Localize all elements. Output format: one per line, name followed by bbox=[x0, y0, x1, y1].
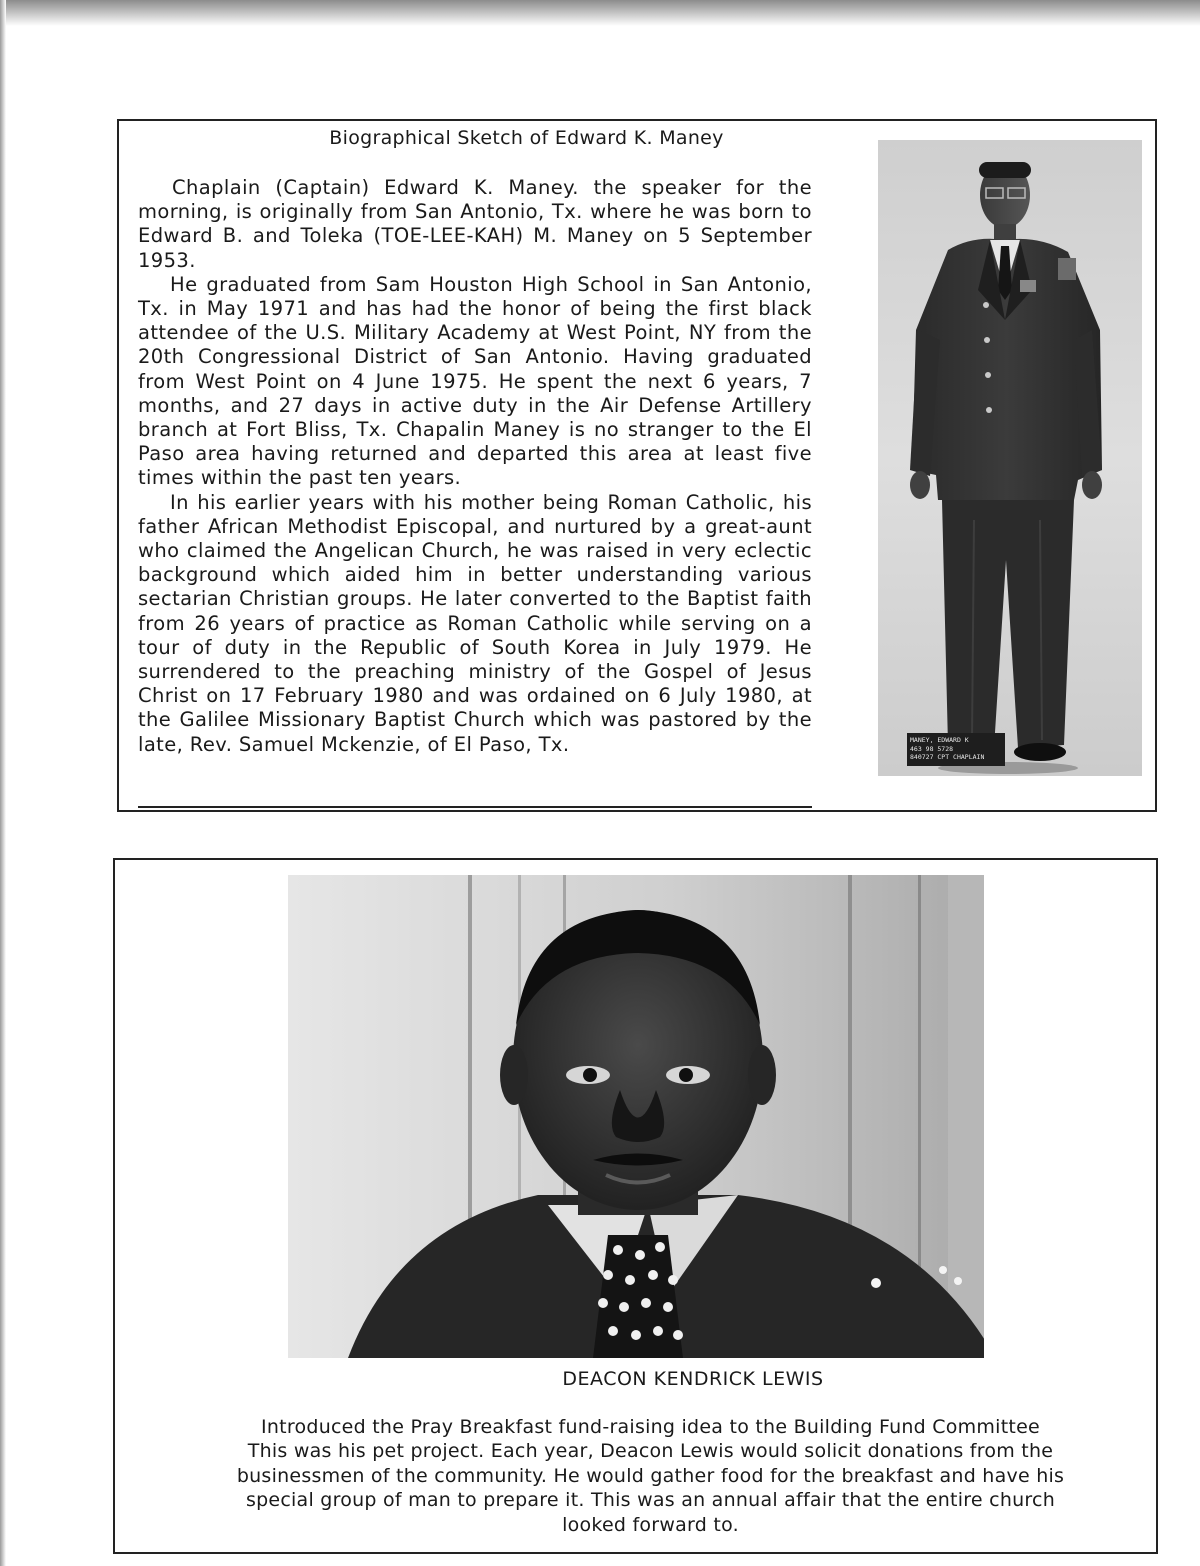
deacon-description-line-4: special group of man to prepare it. This was an annual affair that the entire church bbox=[245, 1489, 1056, 1512]
deacon-portrait-photo bbox=[288, 875, 984, 1358]
nameplate-line-3: 840727 CPT CHAPLAIN bbox=[910, 753, 985, 761]
deacon-description-line-3: businessmen of the community. He would gather food for the breakfast and have his bbox=[236, 1464, 1065, 1487]
deacon-name-caption: DEACON KENDRICK LEWIS bbox=[562, 1368, 824, 1390]
deacon-description bbox=[198, 1415, 1103, 1537]
biography-title: Biographical Sketch of Edward K. Maney bbox=[329, 127, 724, 149]
scan-edge-shadow bbox=[0, 0, 1200, 26]
deacon-description-line-2: This was his pet project. Each year, Deacon Lewis would solicit donations from the bbox=[247, 1440, 1054, 1463]
deacon-description-line-5: looked forward to. bbox=[562, 1513, 739, 1536]
biography-paragraph-1: Chaplain (Captain) Edward K. Maney. the speaker for the morning, is originally from San Antonio, Tx. where he was born to Edward B. and Toleka (TOE-LEE-KAH) M. Maney on 5 September 1953. bbox=[138, 176, 812, 272]
biography-text bbox=[138, 176, 812, 757]
biography-paragraph-2: He graduated from Sam Houston High School in San Antonio, Tx. in May 1971 and has had the honor of being the first black attendee of the U.S. Military Academy at West Point, NY from the 20th Congressional District of San Antonio. Having graduated from West Point on 4 June 1975. He spent the next 6 years, 7 months, and 27 days in active duty in the Air Defense Artillery branch at Fort Bliss, Tx. Chapalin Maney is no stranger to the El Paso area having returned and departed this area at least five times within the past ten years. bbox=[138, 272, 812, 490]
nameplate-line-1: MANEY, EDWARD K bbox=[910, 736, 969, 744]
biography-underline bbox=[138, 806, 812, 808]
uniform-nameplate bbox=[907, 733, 1005, 766]
nameplate-line-2: 463 98 5728 bbox=[910, 744, 954, 753]
deacon-description-line-1: Introduced the Pray Breakfast fund-raising idea to the Building Fund Committee bbox=[261, 1416, 1040, 1438]
chaplain-portrait-photo bbox=[878, 140, 1142, 776]
biography-paragraph-3: In his earlier years with his mother being Roman Catholic, his father African Methodist Episcopal, and nurtured by a great-aunt who claimed the Angelican Church, he was raised in very eclectic background which aided him in better understanding various sectarian Christian groups. He later converted to the Baptist faith from 26 years of practice as Roman Catholic while serving on a tour of duty in the Republic of South Korea in July 1979. He surrendered to the preaching ministry of the Gospel of Jesus Christ on 17 February 1980 and was ordained on 6 July 1980, at the Galilee Missionary Baptist Church which was pastored by the late, Rev. Samuel Mckenzie, of El Paso, Tx. bbox=[138, 490, 812, 756]
scan-left-shadow bbox=[0, 0, 6, 1566]
